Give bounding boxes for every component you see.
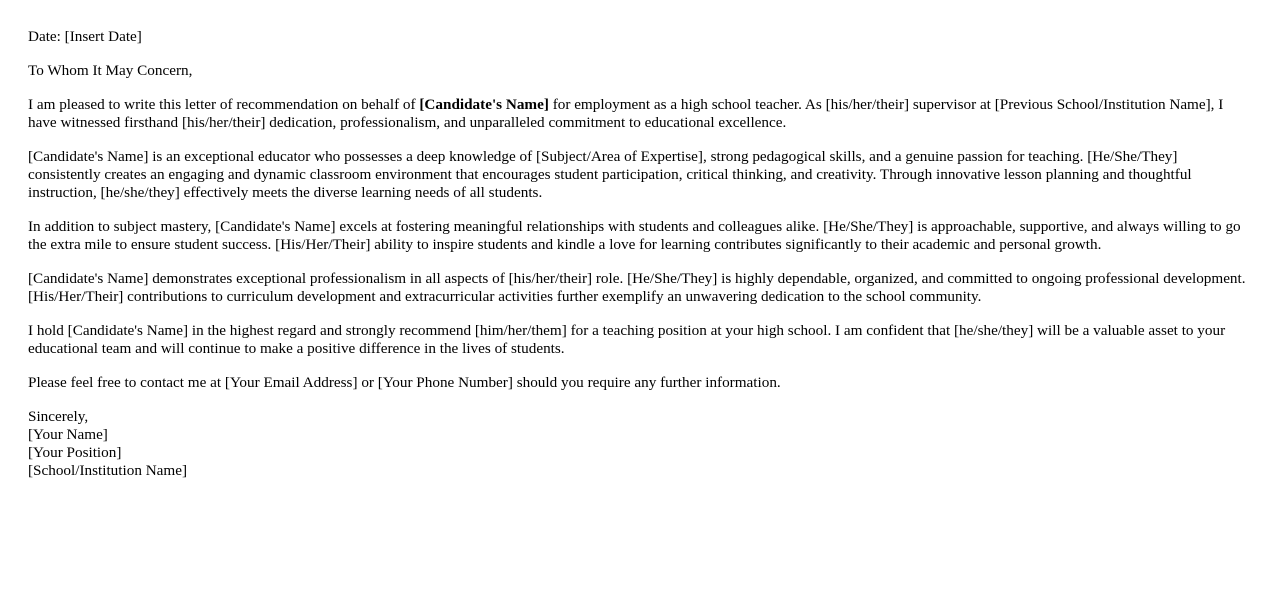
salutation: To Whom It May Concern, bbox=[28, 62, 193, 79]
paragraph-contact: Please feel free to contact me at [Your Email Address] or [Your Phone Number] should you require any further information. bbox=[28, 374, 781, 391]
paragraph-professionalism: [Candidate's Name] demonstrates exceptional professionalism in all aspects of [his/her/their] role. [He/She/They] is highly dependable, organized, and committed to ongoing professional development. [His/Her/Their] contributions to curriculum development and extracurricular activities further exemplify an unwavering dedication to the school community. bbox=[28, 270, 1246, 305]
signature-closing: Sincerely, bbox=[28, 408, 89, 425]
candidate-name-bold: [Candidate's Name] bbox=[419, 96, 549, 113]
paragraph-introduction bbox=[28, 96, 1250, 132]
paragraph-recommendation: I hold [Candidate's Name] in the highest regard and strongly recommend [him/her/them] for a teaching position at your high school. I am confident that [he/she/they] will be a valuable asset to your educational team and will continue to make a positive difference in the lives of students. bbox=[28, 322, 1226, 357]
signature-position: [Your Position] bbox=[28, 444, 122, 461]
date-line: Date: [Insert Date] bbox=[28, 28, 142, 45]
signature-name: [Your Name] bbox=[28, 426, 108, 443]
paragraph-relationships: In addition to subject mastery, [Candidate's Name] excels at fostering meaningful relationships with students and colleagues alike. [He/She/They] is approachable, supportive, and always willing to go the extra mile to ensure student success. [His/Her/Their] ability to inspire students and kindle a love for learning contributes significantly to their academic and personal growth. bbox=[28, 218, 1241, 253]
intro-text-before: I am pleased to write this letter of recommendation on behalf of bbox=[28, 96, 420, 113]
signature-block bbox=[28, 408, 1250, 480]
recommendation-letter bbox=[28, 28, 1250, 496]
signature-institution: [School/Institution Name] bbox=[28, 462, 188, 479]
paragraph-expertise: [Candidate's Name] is an exceptional educator who possesses a deep knowledge of [Subject/Area of Expertise], strong pedagogical skills, and a genuine passion for teaching. [He/She/They] consistently creates an engaging and dynamic classroom environment that encourages student participation, critical thinking, and creativity. Through innovative lesson planning and thoughtful instruction, [he/she/they] effectively meets the diverse learning needs of all students. bbox=[28, 148, 1192, 201]
intro-text-after: for employment as a high school teacher. As [his/her/their] supervisor at [Previous School/Institution Name], I have witnessed firsthand [his/her/their] dedication, professionalism, and unparalleled commitment to educational excellence. bbox=[28, 96, 1224, 131]
